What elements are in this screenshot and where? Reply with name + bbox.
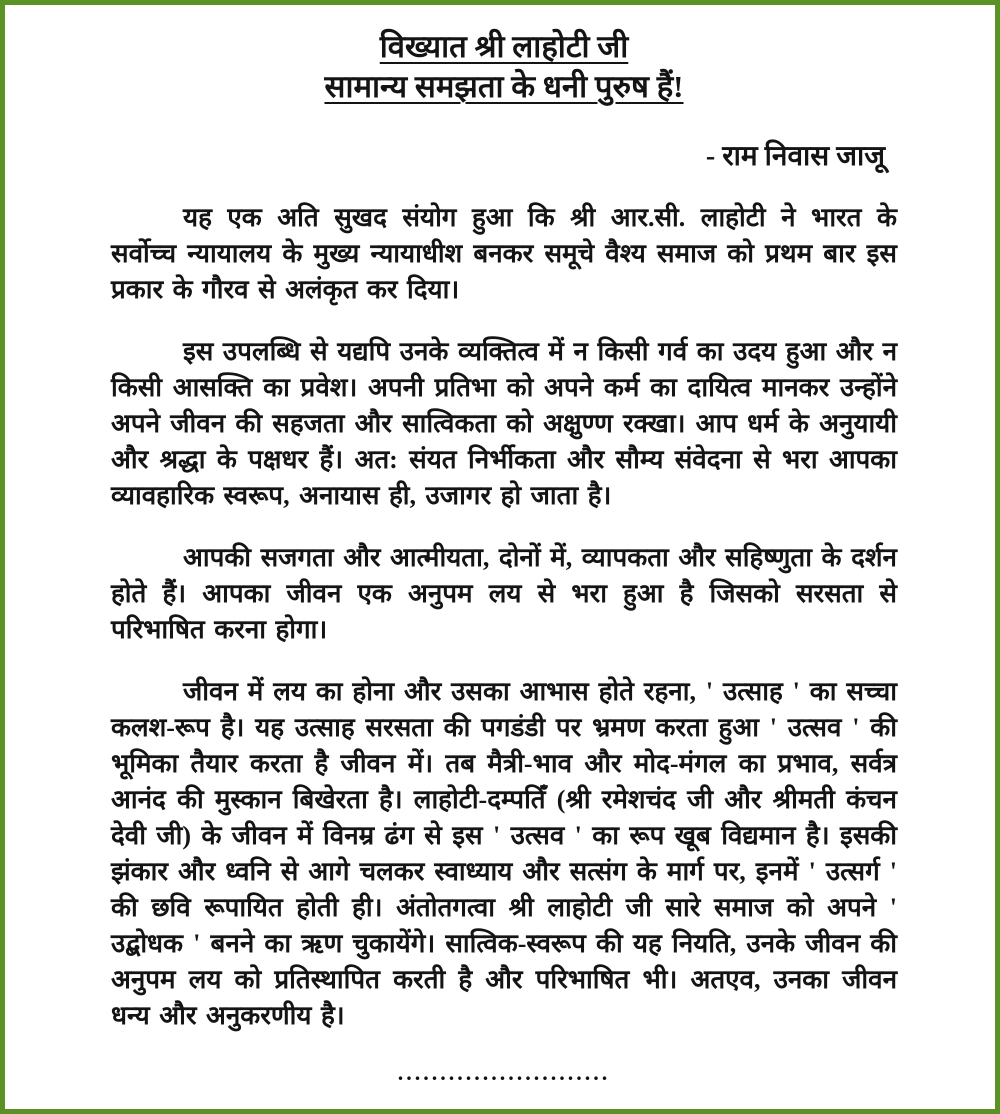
- title-line-2: सामान्य समझता के धनी पुरुष हैं!: [324, 68, 684, 104]
- author-byline: - राम निवास जाजू: [705, 141, 885, 173]
- document-content: [5, 5, 995, 1109]
- page-title: [111, 27, 897, 106]
- footer-dotted-separator: .........................: [397, 1060, 611, 1086]
- paragraph-2: इस उपलब्धि से यद्यपि उनके व्यक्तित्व में न किसी गर्व का उदय हुआ और न किसी आसक्ति का प्रवेश। अपनी प्रतिभा को अपने कर्म का दायित्व मानकर उन्होंने अपने जीवन की सहजता और सात्विकता को अक्षुण्ण रक्खा। आप धर्म के अनुयायी और श्रद्धा के पक्षधर हैं। अत: संयत निर्भीकता और सौम्य संवेदना से भरा आपका व्यावहारिक स्वरूप, अनायास ही, उजागर हो जाता है।: [111, 337, 897, 511]
- title-row-2: [111, 67, 897, 107]
- title-line-1: विख्यात श्री लाहोटी जी: [379, 29, 629, 64]
- paragraph-1: यह एक अति सुखद संयोग हुआ कि श्री आर.सी. लाहोटी ने भारत के सर्वोच्च न्यायालय के मुख्य न्यायाधीश बनकर समूचे वैश्य समाज को प्रथम बार इस प्रकार के गौरव से अलंकृत कर दिया।: [111, 203, 897, 305]
- paragraph-3: आपकी सजगता और आत्मीयता, दोनों में, व्यापकता और सहिष्णुता के दर्शन होते हैं। आपका जीवन एक अनुपम लय से भरा हुआ है जिसको सरसता से परिभाषित करना होगा।: [111, 543, 897, 645]
- title-row-1: [111, 27, 897, 67]
- paragraph-4: जीवन में लय का होना और उसका आभास होते रहना, ' उत्साह ' का सच्चा कलश-रूप है। यह उत्साह सरसता की पगडंडी पर भ्रमण करता हुआ ' उत्सव ' की भूमिका तैयार करता है जीवन में। तब मैत्री-भाव और मोद-मंगल का प्रभाव, सर्वत्र आनंद की मुस्कान बिखेरता है। लाहोटी-दम्पतिँ (श्री रमेशचंद जी और श्रीमती कंचन देवी जी) के जीवन में विनम्र ढंग से इस ' उत्सव ' का रूप खूब विद्यमान है। इसकी झंकार और ध्वनि से आगे चलकर स्वाध्याय और सत्संग के मार्ग पर, इनमें ' उत्सर्ग ' की छवि रूपायित होती ही। अंतोतगत्वा श्री लाहोटी जी सारे समाज को अपने ' उद्बोधक ' बनने का ऋण चुकायेंगे। सात्विक-स्वरूप की यह नियति, उनके जीवन की अनुपम लय को प्रतिस्थापित करती है और परिभाषित भी। अतएव, उनका जीवन धन्य और अनुकरणीय है।: [111, 677, 897, 1031]
